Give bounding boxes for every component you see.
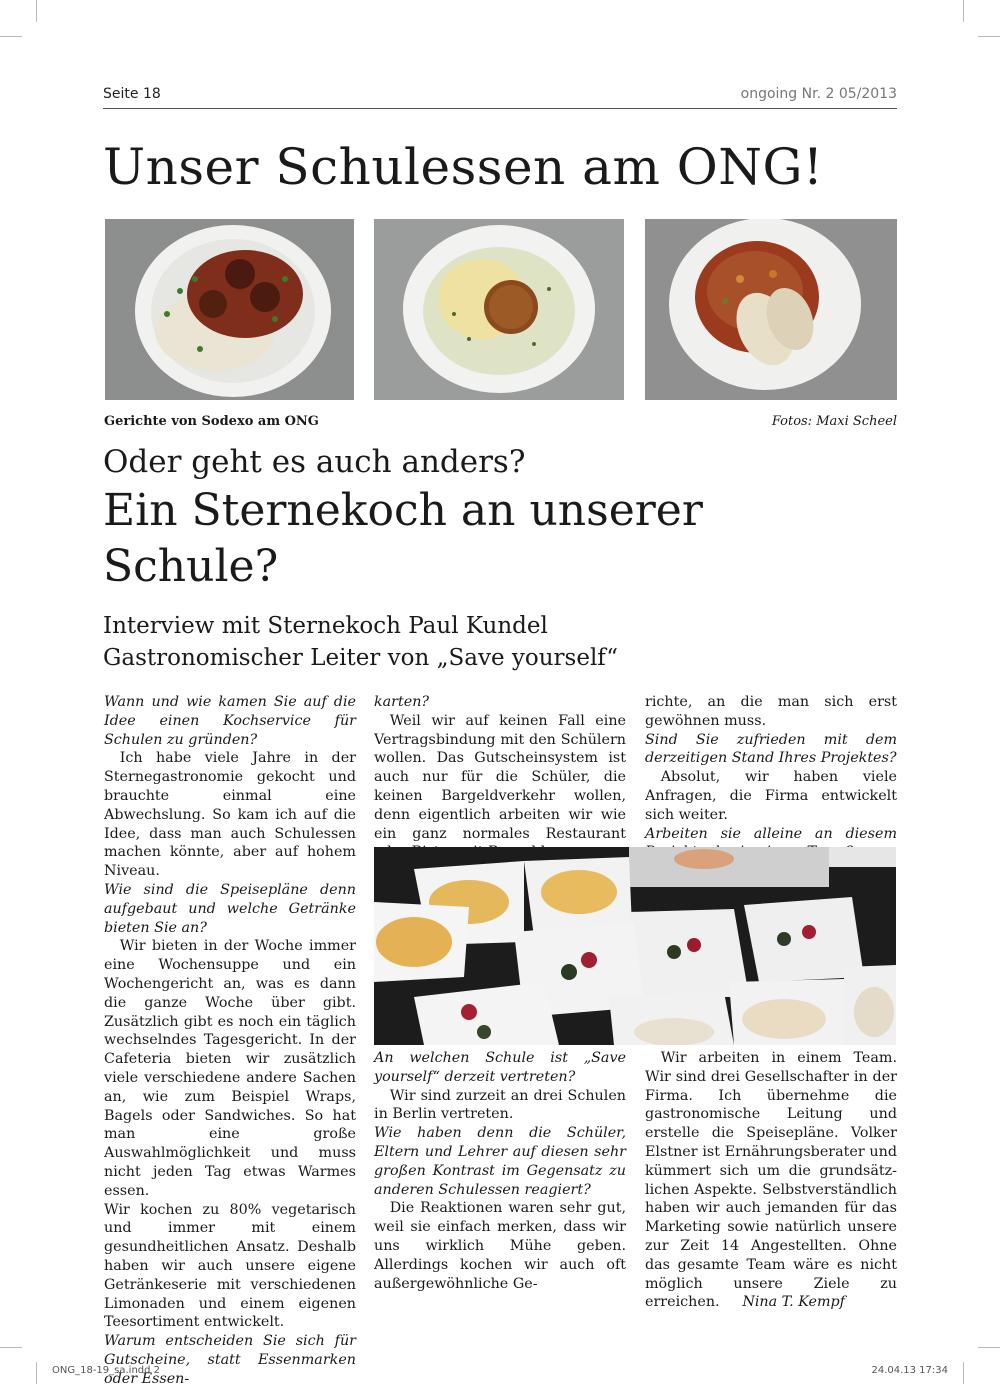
answer: Wir bieten in der Woche immer eine Wochensuppe und ein Wochengericht an, was es dann die ganze Woche über gibt. Zusätzlich gibt es noch ein täglich wechselndes Tagesgericht. In der Cafeteria bieten wir zusätzlich viele verschiedene andere Sachen an, wie zum Beispiel Wraps, Bagels oder Sandwiches. So hat man eine große Auswahlmöglichkeit und muss nicht jeden Tag etwas Warmes essen. [104, 938, 356, 1199]
photo-credit: Fotos: Maxi Scheel [771, 414, 897, 429]
footer-timestamp: 24.04.13 17:34 [871, 1365, 948, 1376]
photo-soup-bread [645, 219, 897, 400]
crop-mark [963, 0, 964, 22]
article-column-2-bottom [374, 1049, 626, 1293]
page-title: Unser Schulessen am ONG! [103, 138, 824, 196]
crop-mark [963, 1362, 964, 1384]
article-column-3-bottom [645, 1049, 897, 1312]
answer: Wir kochen zu 80% vegetarisch und immer mit einem gesundheitlichen Ansatz. Deshalb haben wir auch unsere eigene Getränkeserie mit verschiedenen Limonaden und einem eigenen Teesortiment entwickelt. [104, 1201, 356, 1331]
answer: Absolut, wir haben viele Anfragen, die Firma entwickelt sich weiter. [645, 769, 897, 823]
answer: Weil wir auf keinen Fall eine Vertragsbindung mit den Schülern wollen. Das Gutscheinsystem ist auch nur für die Schüler, die keinen Bargeldverkehr wollen, denn eigentlich arbeiten wir wie ein ganz normales Restaurant [374, 712, 626, 842]
subheadline-line-2: Gastronomischer Leiter von „Save yourself“ [103, 645, 618, 671]
answer-text: Wir arbeiten in einem Team. Wir sind drei Gesellschafter in der Firma. Ich übernehme die gastronomische Leitung und erstelle die Speisepläne. Volker Elstner ist Ernährungsberater und kümmert sich um die grundsätzlichen Aspekte. Selbstverständlich haben wir auch jemanden für das Marketing sowie natürlich unsere zur Zeit 14 Angestellten. Ohne das gesamte Team wäre es nicht möglich unsere Ziele zu erreichen. [645, 1050, 897, 1311]
answer-continued: richte, an die man sich erst gewöhnen muss. [645, 694, 897, 729]
question: Wann und wie kamen Sie auf die Idee einen Kochservice für Schulen zu gründen? [104, 694, 356, 748]
photo-patty-mash [374, 219, 624, 400]
photo-spice-bowls [374, 847, 896, 1045]
page-number: Seite 18 [103, 86, 161, 102]
main-headline: Ein Sternekoch an unserer Schule? [103, 485, 703, 592]
question: An welchen Schule ist „Save yourself“ derzeit vertreten? [374, 1050, 626, 1085]
crop-mark [978, 36, 1000, 37]
question: Wie sind die Speisepläne denn aufgebaut und welche Getränke bieten Sie an? [104, 881, 356, 936]
crop-mark [36, 1362, 37, 1384]
article-column-3-top [645, 693, 897, 862]
author-signature: Nina T. Kempf [742, 1294, 845, 1311]
article-column-2-top [374, 693, 626, 862]
crop-mark [0, 36, 22, 37]
kicker-headline: Oder geht es auch anders? [103, 444, 526, 480]
crop-mark [0, 1347, 22, 1348]
issue-label: ongoing Nr. 2 05/2013 [740, 86, 897, 102]
question-continued: karten? [374, 694, 430, 710]
footer-filename: ONG_18-19_sa.indd 2 [52, 1365, 161, 1376]
answer [645, 1049, 897, 1312]
subheadline [103, 610, 803, 674]
crop-mark [36, 0, 37, 22]
question: Arbeiten sie alleine an diesem [645, 825, 897, 842]
photo-caption: Gerichte von Sodexo am ONG [104, 414, 319, 429]
answer: Ich habe viele Jahre in der Sternegastronomie gekocht und brauchte einmal eine Abwechslung. So kam ich auf die Idee, dass man auch Schulessen machen könnte, aber auf hohem Niveau. [104, 750, 356, 880]
answer: Die Reaktionen waren sehr gut, weil sie einfach merken, dass wir uns wirklich Mühe geben. Allerdings kochen wir auch oft außergewöhnliche Ge- [374, 1200, 626, 1292]
article-column-1 [104, 693, 356, 1388]
question: Wie haben denn die Schüler, Eltern und Lehrer auf diesen sehr großen Kontrast im Gegensatz zu anderen Schulessen reagiert? [374, 1125, 626, 1198]
question: Warum entscheiden Sie sich für Gutscheine, statt Essenmarken oder Essen- [104, 1333, 356, 1387]
subheadline-line-1: Interview mit Sternekoch Paul Kundel [103, 613, 548, 639]
answer: Wir sind zurzeit an drei Schulen in Berlin vertreten. [374, 1087, 626, 1123]
question: Sind Sie zufrieden mit dem derzeitigen Stand Ihres Projektes? [645, 731, 897, 767]
photo-meatballs-rice [105, 219, 354, 400]
crop-mark [978, 1347, 1000, 1348]
page-header [103, 86, 897, 109]
